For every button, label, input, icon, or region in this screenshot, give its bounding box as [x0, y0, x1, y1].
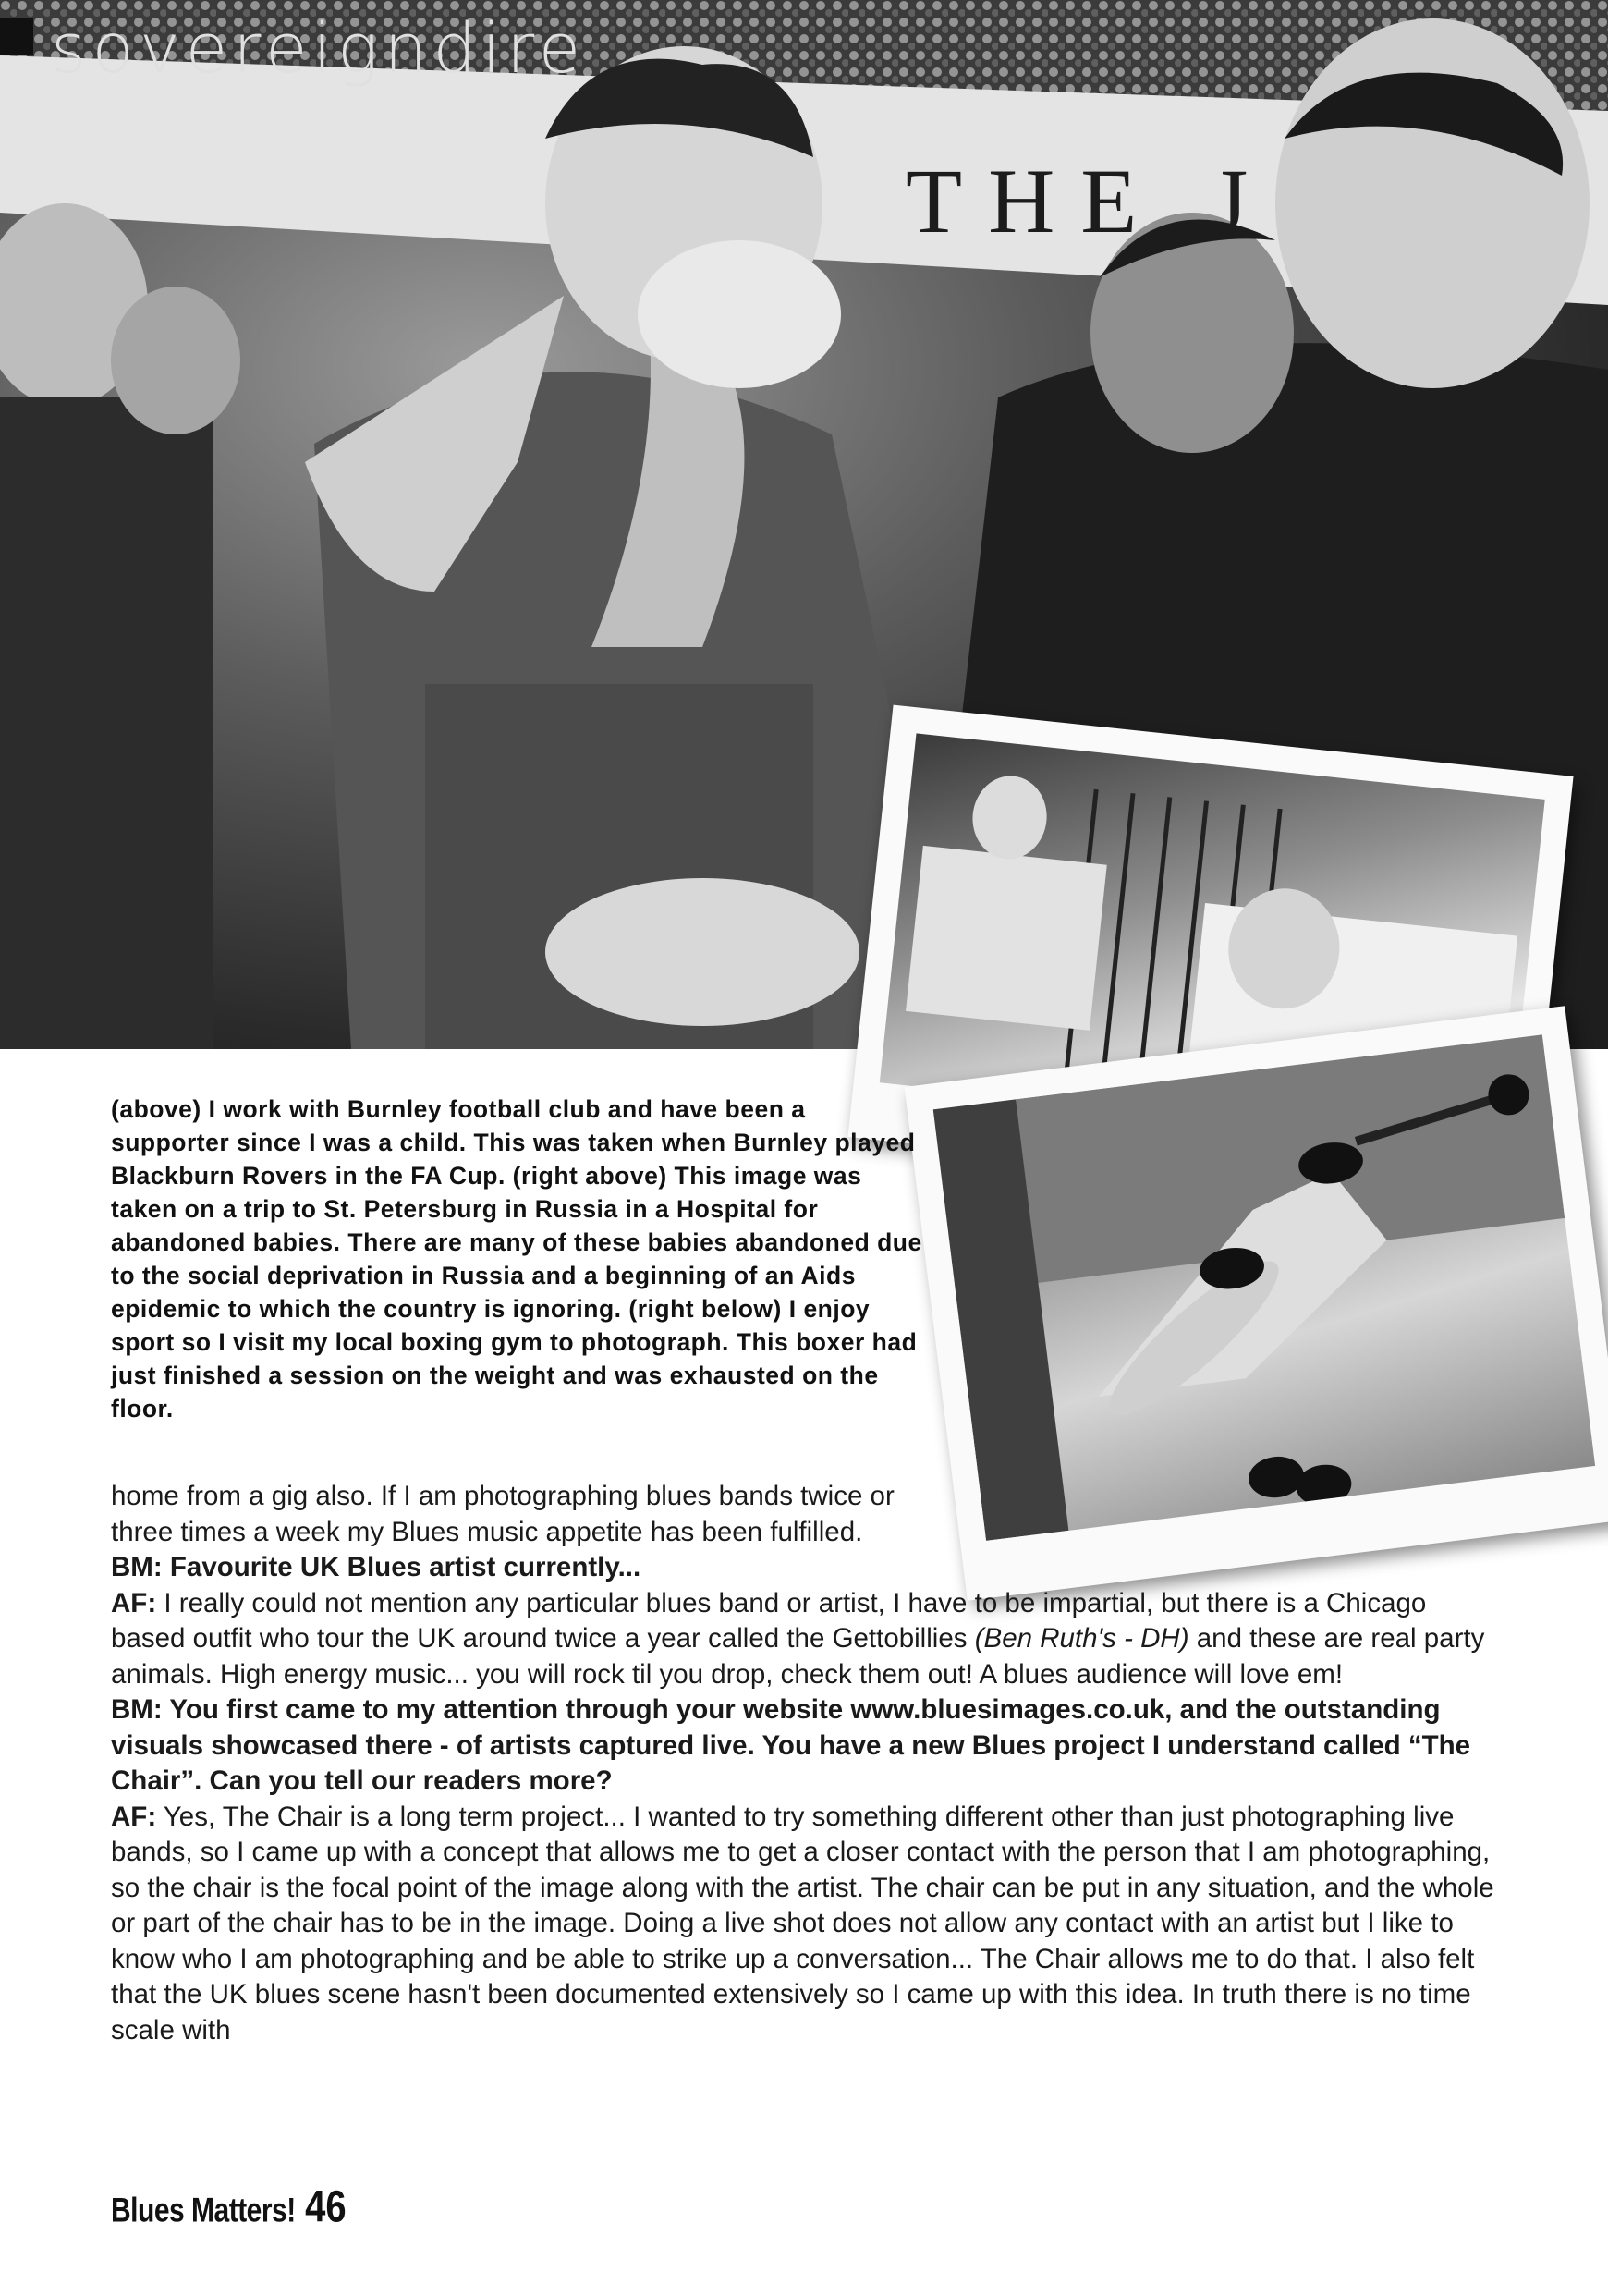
photo-caption: (above) I work with Burnley football club and have been a supporter since I was a child. This was taken when Burnley played Blackburn Rovers in the FA Cup. (right above) This image was taken on a trip to St. Petersburg in Russia in a Hospital for abandoned babies. There are many of these babies abandoned due to the social deprivation in Russia and a beginning of an Aids epidemic to which the country is ignoring. (right below) I enjoy sport so I visit my local boxing gym to photograph. This boxer had just finished a session on the weight and was exhausted on the floor.	[111, 1095, 922, 1423]
stadium-banner-text: sovereigndire	[51, 9, 587, 89]
banner-mark	[0, 18, 33, 55]
paragraph-gig: home from a gig also. If I am photographing blues bands twice or three times a week my Blues music appetite has been fulfilled.	[111, 1481, 895, 1547]
page-footer	[111, 2182, 347, 2232]
answer-the-chair	[111, 1800, 1506, 2049]
question-the-chair: BM: You first came to my attention through your website www.bluesimages.co.uk, and the outstanding visuals showcased there - of artists captured live. You have a new Blues project I understand called “The Chair”. Can you tell our readers more?	[111, 1694, 1471, 1796]
page-number: 46	[305, 2182, 347, 2232]
question-favourite-artist: BM: Favourite UK Blues artist currently...	[111, 1552, 641, 1582]
answer-text-part1: I really could not mention any particular blues band or artist, I have to be impartial, but there is a Chicago based outfit who tour the UK around twice a year called the Gettobillies	[111, 1587, 1427, 1654]
article-body	[111, 1479, 1506, 2048]
stand-sign-text: THE J	[906, 150, 1274, 252]
boxer-image	[933, 1034, 1595, 1540]
answer-favourite-artist	[111, 1586, 1506, 1693]
answer-editor-note: (Ben Ruth's - DH)	[974, 1623, 1189, 1654]
answer-text-part2: and these are real party animals. High energy music... you will rock til you drop, check them out! A blues audience will love em!	[111, 1623, 1485, 1690]
answer-speaker: AF:	[111, 1801, 157, 1832]
answer-text: Yes, The Chair is a long term project... I wanted to try something different other than just photographing live bands, so I came up with a concept that allows me to get a closer contact with the person that I am photographing, so the chair is the focal point of the image along with the artist. The chair can be put in any situation, and the whole or part of the chair has to be in the image. Doing a live shot does not allow any contact with an artist but I like to know who I am photographing and be able to strike up a conversation... The Chair allows me to do that. I also felt that the UK blues scene hasn't been documented extensively so I came up with this idea. In truth there is no time scale with	[111, 1801, 1494, 2046]
magazine-name: Blues Matters!	[111, 2191, 296, 2229]
answer-speaker: AF:	[111, 1587, 157, 1618]
